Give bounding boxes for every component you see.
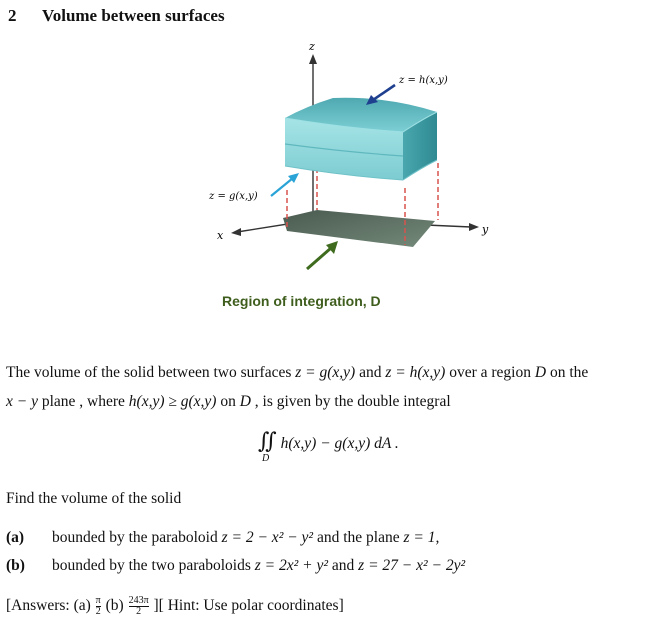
label-g-surface: z = g(x,y) (209, 191, 258, 202)
x-axis-arrowhead (231, 228, 241, 236)
integral-subscript: D (262, 453, 270, 464)
integrand: h(x,y) − g(x,y) dA . (280, 435, 399, 452)
region-d (283, 210, 435, 247)
pointer-region-line (307, 248, 331, 269)
figure-caption: Region of integration, D (222, 293, 381, 309)
pointer-g-line (271, 178, 293, 196)
answer-a-fraction: $\frac{\pi}{2}$ (95, 595, 101, 617)
part-a: (a) bounded by the paraboloid z = 2 − x² − y² and the plane z = 1, (6, 529, 440, 546)
part-a-label: (a) (6, 529, 25, 546)
x-axis-label: x (217, 229, 224, 242)
pointer-h-line (373, 85, 395, 100)
section-title: Volume between surfaces (42, 6, 225, 25)
y-axis-label: y (482, 223, 489, 236)
y-axis-arrowhead (469, 223, 479, 231)
volume-figure (195, 40, 495, 290)
section-heading (8, 6, 225, 26)
answers-line: [Answers: (a) $\frac{\pi}{2}$ (b) $\frac{243\pi}{2}$ ][ Hint: Use polar coordinates] (6, 595, 344, 617)
label-h-surface: z = h(x,y) (399, 75, 448, 86)
z-axis-arrowhead (309, 54, 317, 64)
intro-line-1: The volume of the solid between two surfaces z = g(x,y) and z = h(x,y) over a region D on the (6, 364, 589, 381)
task-text: Find the volume of the solid (6, 490, 182, 507)
answer-b-fraction: $\frac{243\pi}{2}$ (128, 595, 149, 617)
section-number: 2 (8, 6, 17, 25)
intro-line-2: x − y plane , where h(x,y) ≥ g(x,y) on D , is given by the double integral (6, 393, 451, 410)
z-axis-label: z (309, 40, 315, 53)
part-b: (b) bounded by the two paraboloids z = 2x² + y² and z = 27 − x² − 2y² (6, 557, 466, 574)
part-b-label: (b) (6, 557, 25, 574)
integral-sign: ∬ (258, 428, 277, 453)
double-integral (258, 428, 399, 464)
